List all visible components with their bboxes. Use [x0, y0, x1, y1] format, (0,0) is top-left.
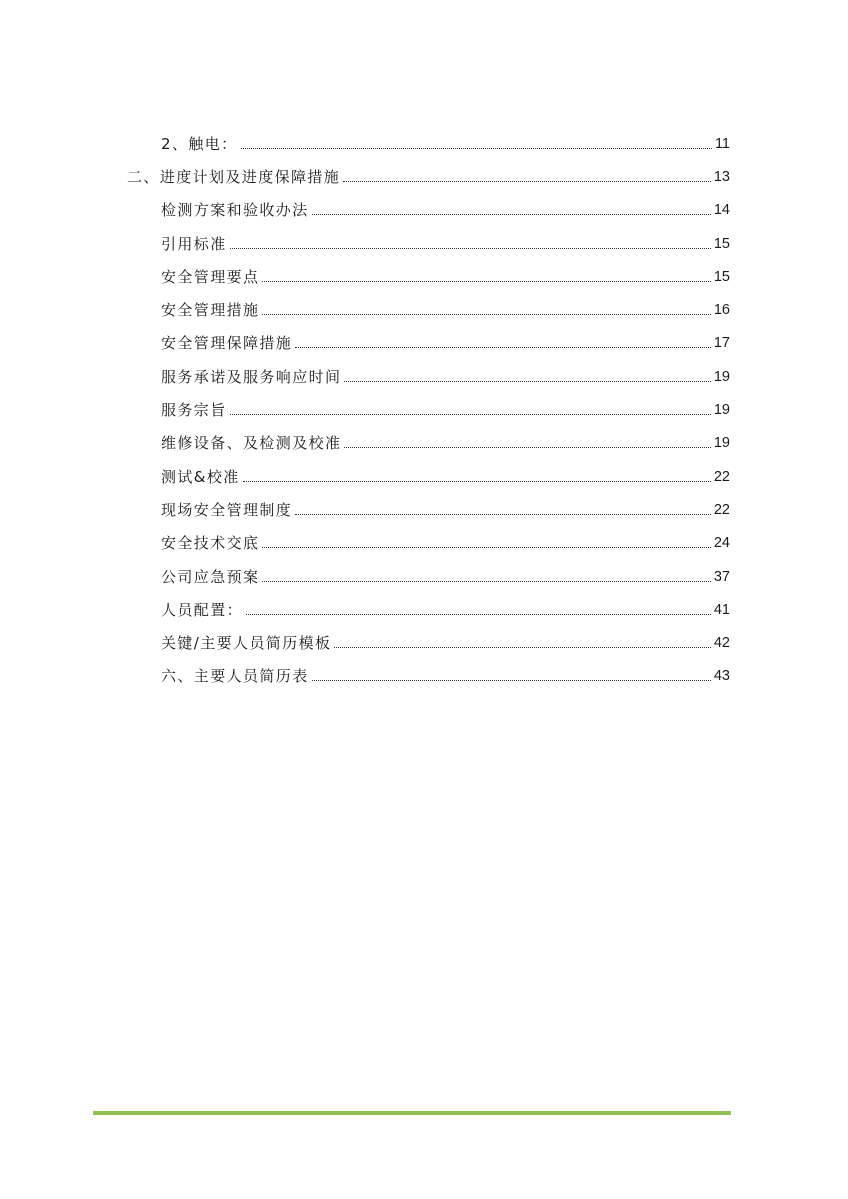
- toc-entry-page: 37: [713, 568, 730, 585]
- toc-entry[interactable]: [0, 159, 848, 192]
- toc-entry-page: 42: [713, 635, 730, 652]
- toc-entry-title: 检测方案和验收办法: [161, 201, 309, 220]
- toc-entry[interactable]: [0, 526, 848, 559]
- toc-entry-page: 22: [713, 468, 730, 485]
- toc-leader-dots: [344, 447, 710, 448]
- toc-entry[interactable]: [0, 459, 848, 492]
- toc-entry[interactable]: [0, 292, 848, 325]
- toc-entry-title: 现场安全管理制度: [161, 500, 293, 519]
- toc-entry-title: 公司应急预案: [161, 567, 260, 586]
- toc-entry-page: 15: [713, 268, 730, 285]
- toc-leader-dots: [334, 647, 710, 648]
- toc-entry[interactable]: [0, 326, 848, 359]
- toc-leader-dots: [262, 281, 710, 282]
- toc-entry-page: 22: [713, 501, 730, 518]
- toc-leader-dots: [230, 414, 711, 415]
- toc-entry[interactable]: [0, 426, 848, 459]
- toc-entry[interactable]: [0, 659, 848, 692]
- footer-rule: [93, 1111, 731, 1115]
- toc-entry-title: 二、进度计划及进度保障措施: [127, 167, 341, 186]
- toc-entry[interactable]: [0, 625, 848, 658]
- toc-entry[interactable]: [0, 492, 848, 525]
- toc-entry[interactable]: [0, 559, 848, 592]
- toc-entry-page: 19: [713, 368, 730, 385]
- toc-leader-dots: [262, 547, 710, 548]
- toc-entry-page: 17: [713, 335, 730, 352]
- toc-entry[interactable]: [0, 392, 848, 425]
- toc-entry-title: 安全管理保障措施: [161, 334, 293, 353]
- toc-entry-page: 19: [713, 402, 730, 419]
- toc-entry-page: 14: [713, 202, 730, 219]
- toc-entry-page: 13: [713, 168, 730, 185]
- toc-entry[interactable]: [0, 359, 848, 392]
- toc-leader-dots: [344, 381, 710, 382]
- toc-entry[interactable]: [0, 226, 848, 259]
- toc-entry-title: 关键/主要人员简历模板: [161, 634, 332, 653]
- toc-entry-page: 43: [713, 668, 730, 685]
- toc-leader-dots: [312, 214, 711, 215]
- toc-entry-title: 安全技术交底: [161, 534, 260, 553]
- table-of-contents: [0, 126, 848, 692]
- toc-entry-title: 安全管理要点: [161, 267, 260, 286]
- toc-entry[interactable]: [0, 592, 848, 625]
- toc-entry-title: 测试&校准: [161, 467, 240, 486]
- toc-leader-dots: [262, 314, 710, 315]
- toc-leader-dots: [246, 614, 711, 615]
- toc-leader-dots: [241, 148, 712, 149]
- toc-entry-title: 六、主要人员简历表: [161, 667, 309, 686]
- toc-leader-dots: [243, 481, 711, 482]
- toc-leader-dots: [230, 248, 711, 249]
- toc-entry-page: 41: [713, 601, 730, 618]
- toc-entry-page: 19: [713, 435, 730, 452]
- toc-entry[interactable]: [0, 259, 848, 292]
- toc-leader-dots: [295, 514, 711, 515]
- toc-entry-title: 维修设备、及检测及校准: [161, 434, 342, 453]
- toc-entry-title: 服务承诺及服务响应时间: [161, 367, 342, 386]
- toc-entry-title: 人员配置：: [161, 600, 244, 619]
- toc-entry-title: 服务宗旨: [161, 401, 227, 420]
- toc-entry-page: 15: [713, 235, 730, 252]
- toc-entry-page: 16: [713, 302, 730, 319]
- toc-leader-dots: [312, 680, 711, 681]
- toc-leader-dots: [343, 181, 711, 182]
- toc-entry-page: 11: [714, 135, 730, 152]
- toc-entry[interactable]: [0, 126, 848, 159]
- toc-entry-title: 2、触电：: [161, 134, 238, 153]
- toc-entry[interactable]: [0, 193, 848, 226]
- toc-entry-title: 引用标准: [161, 234, 227, 253]
- toc-entry-page: 24: [713, 535, 730, 552]
- toc-leader-dots: [262, 581, 710, 582]
- toc-entry-title: 安全管理措施: [161, 301, 260, 320]
- toc-leader-dots: [295, 347, 711, 348]
